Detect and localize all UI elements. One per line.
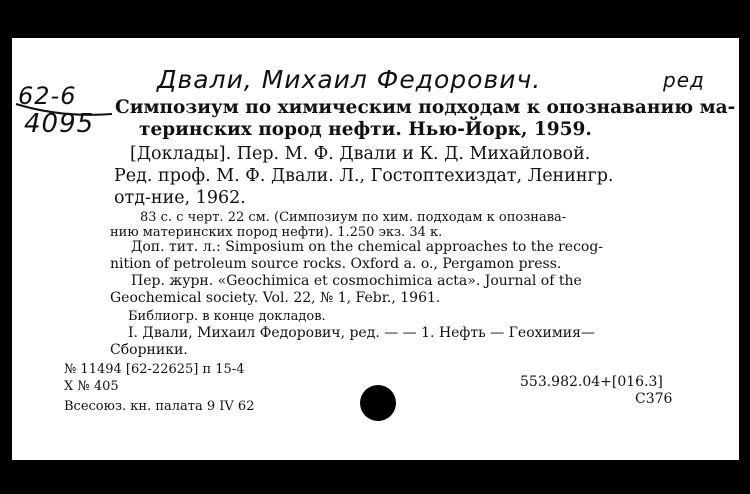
imprint-line-3: отд-ние, 1962.	[114, 188, 246, 208]
footer-order-number: X № 405	[64, 379, 119, 394]
footer-chamber-date: Всесоюз. кн. палата 9 IV 62	[64, 399, 255, 414]
handwritten-code-top: 62-6	[18, 82, 77, 110]
note-added-title-1: Доп. тит. л.: Simposium on the chemical approaches to the recog-	[131, 239, 604, 255]
footer-record-number: № 11494 [62-22625] п 15-4	[64, 362, 245, 377]
handwritten-role: ред	[663, 68, 705, 92]
handwritten-code-bottom: 4095	[24, 109, 95, 139]
tracings-line-1: I. Двали, Михаил Федорович, ред. — — 1. Нефть — Геохимия—	[128, 325, 595, 341]
title-line-2: теринских пород нефти. Нью-Йорк, 1959.	[139, 119, 592, 140]
card-punch-hole	[360, 385, 396, 421]
note-journal-2: Geochemical society. Vol. 22, № 1, Febr., 1961.	[110, 290, 441, 306]
footer-classification-code: С376	[635, 391, 673, 407]
physical-line-2: нию материнских пород нефти). 1.250 экз. 34 к.	[110, 225, 443, 240]
note-journal-1: Пер. журн. «Geochimica et cosmochimica acta». Journal of the	[131, 273, 582, 289]
physical-line-1: 83 с. с черт. 22 см. (Симпозиум по хим. подходам к опознава-	[140, 210, 567, 225]
note-bibliography: Библиогр. в конце докладов.	[128, 309, 326, 324]
handwritten-author: Двали, Михаил Федорович.	[157, 65, 542, 94]
handwritten-mark	[12, 96, 122, 126]
imprint-line-2: Ред. проф. М. Ф. Двали. Л., Гостоптехиздат, Ленингр.	[114, 166, 614, 186]
title-line-1: Симпозиум по химическим подходам к опознаванию ма-	[115, 97, 736, 118]
footer-udc: 553.982.04+[016.3]	[520, 374, 663, 390]
tracings-line-2: Сборники.	[110, 342, 188, 358]
note-added-title-2: nition of petroleum source rocks. Oxford a. o., Pergamon press.	[110, 256, 562, 272]
imprint-line-1: [Доклады]. Пер. М. Ф. Двали и К. Д. Михайловой.	[130, 144, 591, 164]
